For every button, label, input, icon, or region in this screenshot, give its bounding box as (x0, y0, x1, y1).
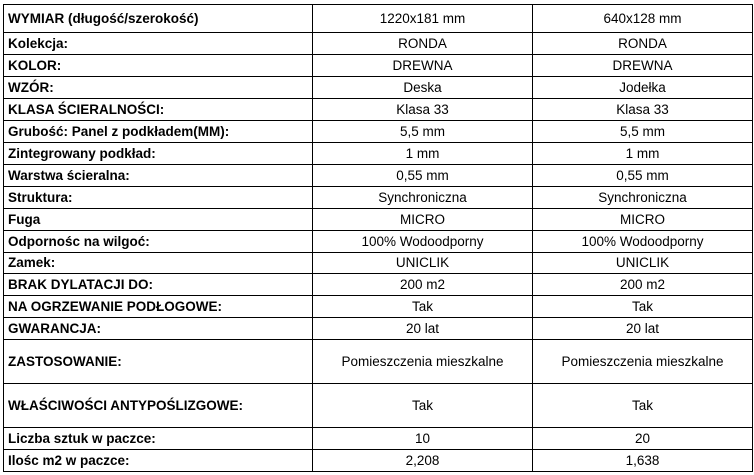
value-variant-2: Jodełka (533, 77, 753, 99)
row-label: Fuga (4, 208, 313, 230)
table-row (4, 164, 753, 186)
value-variant-2: 1 mm (533, 142, 753, 164)
value-variant-2: 20 (533, 428, 753, 450)
value-variant-1: Synchroniczna (313, 186, 533, 208)
table-row (4, 33, 753, 55)
table-row (4, 77, 753, 99)
value-variant-1: 1220x181 mm (313, 5, 533, 33)
row-label: Odpornośc na wilgoć: (4, 230, 313, 252)
value-variant-2: MICRO (533, 208, 753, 230)
value-variant-2: DREWNA (533, 55, 753, 77)
table-row (4, 230, 753, 252)
row-label: WŁAŚCIWOŚCI ANTYPOŚLIZGOWE: (4, 384, 313, 428)
table-row (4, 55, 753, 77)
row-label: KLASA ŚCIERALNOŚCI: (4, 99, 313, 121)
value-variant-1: 0,55 mm (313, 164, 533, 186)
row-label: Kolekcja: (4, 33, 313, 55)
table-row (4, 318, 753, 340)
value-variant-2: RONDA (533, 33, 753, 55)
table-row (4, 120, 753, 142)
table-row (4, 296, 753, 318)
row-label: GWARANCJA: (4, 318, 313, 340)
value-variant-1: RONDA (313, 33, 533, 55)
value-variant-1: Pomieszczenia mieszkalne (313, 340, 533, 384)
row-label: Grubość: Panel z podkładem(MM): (4, 120, 313, 142)
value-variant-2: 1,638 (533, 450, 753, 472)
value-variant-2: Tak (533, 384, 753, 428)
value-variant-2: Tak (533, 296, 753, 318)
value-variant-1: 5,5 mm (313, 120, 533, 142)
value-variant-1: MICRO (313, 208, 533, 230)
value-variant-1: DREWNA (313, 55, 533, 77)
table-row (4, 252, 753, 274)
value-variant-2: 20 lat (533, 318, 753, 340)
table-row (4, 450, 753, 472)
table-row (4, 274, 753, 296)
value-variant-2: 200 m2 (533, 274, 753, 296)
table-row (4, 384, 753, 428)
value-variant-1: 100% Wodoodporny (313, 230, 533, 252)
table-row (4, 142, 753, 164)
value-variant-2: UNICLIK (533, 252, 753, 274)
value-variant-1: 200 m2 (313, 274, 533, 296)
row-label: Struktura: (4, 186, 313, 208)
table-row (4, 99, 753, 121)
row-label: Liczba sztuk w paczce: (4, 428, 313, 450)
value-variant-1: 10 (313, 428, 533, 450)
value-variant-2: 5,5 mm (533, 120, 753, 142)
row-label: BRAK DYLATACJI DO: (4, 274, 313, 296)
value-variant-1: UNICLIK (313, 252, 533, 274)
row-label: WYMIAR (długość/szerokość) (4, 5, 313, 33)
table-row (4, 340, 753, 384)
value-variant-1: Tak (313, 296, 533, 318)
row-label: Ilośc m2 w paczce: (4, 450, 313, 472)
row-label: KOLOR: (4, 55, 313, 77)
row-label: NA OGRZEWANIE PODŁOGOWE: (4, 296, 313, 318)
value-variant-1: Tak (313, 384, 533, 428)
row-label: ZASTOSOWANIE: (4, 340, 313, 384)
row-label: WZÓR: (4, 77, 313, 99)
value-variant-1: Klasa 33 (313, 99, 533, 121)
value-variant-2: 100% Wodoodporny (533, 230, 753, 252)
table-row (4, 5, 753, 33)
value-variant-2: Klasa 33 (533, 99, 753, 121)
value-variant-1: 2,208 (313, 450, 533, 472)
value-variant-1: 20 lat (313, 318, 533, 340)
specification-table (3, 4, 753, 472)
table-row (4, 208, 753, 230)
row-label: Zintegrowany podkład: (4, 142, 313, 164)
value-variant-2: 640x128 mm (533, 5, 753, 33)
table-row (4, 186, 753, 208)
value-variant-1: 1 mm (313, 142, 533, 164)
value-variant-1: Deska (313, 77, 533, 99)
table-row (4, 428, 753, 450)
value-variant-2: 0,55 mm (533, 164, 753, 186)
value-variant-2: Pomieszczenia mieszkalne (533, 340, 753, 384)
value-variant-2: Synchroniczna (533, 186, 753, 208)
row-label: Zamek: (4, 252, 313, 274)
row-label: Warstwa ścieralna: (4, 164, 313, 186)
